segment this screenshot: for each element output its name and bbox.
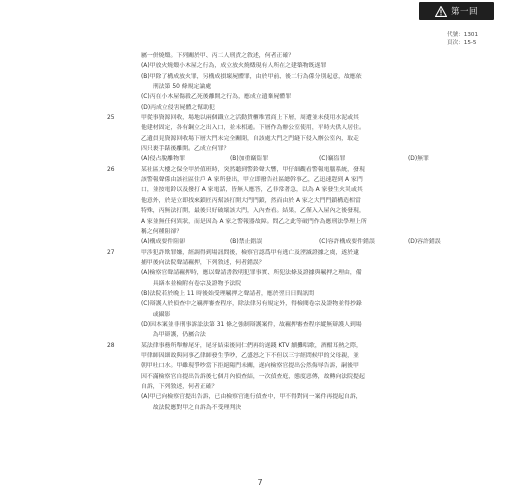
options-row: [141, 154, 497, 164]
session-label: 第一回: [450, 7, 478, 17]
option-d: (D)丙成立侵害屍體之幫助犯: [141, 104, 215, 111]
question-stem-line: 特殊，丙無法打開，最後只好破壞該大門，入內查看。結果，乙僅入入屋內之後發現，: [141, 208, 365, 215]
option-d-cont: 為甲辯護，仍屬合法: [141, 332, 206, 339]
option-c-cont: 或攝影: [141, 311, 171, 318]
question-27: [107, 248, 497, 341]
question-stem-line: 甲涉犯詐欺罪嫌，經調得到場訊問後，檢察官認爲甲有逃亡及湮滅證據之虞，遂於逮: [141, 249, 359, 256]
question-stem-line: 自訴，下列敘述，何者正確？: [141, 384, 218, 390]
options-row: [141, 237, 497, 247]
option-c: (C)竊盜罪: [319, 156, 346, 163]
session-badge: [419, 2, 494, 20]
option-a: (A)檢察官聲請羈押時，應以聲請書敘明犯罪事實、所犯法條及證據與羈押之理由，備: [141, 270, 362, 277]
option-b: (B)法院若於晚上 11 時後始受理羈押之聲請者，應於翌日日間訊問: [141, 290, 315, 297]
option-b: (B)加重竊盜罪: [230, 156, 269, 163]
exam-code-box: [447, 31, 497, 47]
option-a-cont: 具繕本並檢附有卷宗及證物予法院: [141, 280, 242, 287]
exam-code: 代號：1301: [447, 32, 479, 38]
question-stem-line: A 家並無任何異狀，而是因為 A 家之警報器故障。問乙之此等破門作為應刑法學理上所: [141, 218, 367, 225]
option-b-cont: 刑法第 50 條規定論處: [141, 84, 212, 91]
question-stem-line: 稱之何種阻卻？: [141, 228, 183, 235]
option-a-cont: 故法院應對甲之自訴為不受理判決: [141, 404, 242, 411]
question-stem-line: 該警報聲係由該社區住戶 A 家所發出，甲立即撥告社區總幹事乙，乙迅速趕到 A 家門: [141, 177, 363, 184]
option-c: (C)辯護人於偵查中之羈押審查程序，除法律另有規定外，得檢閱卷宗及證物並得抄錄: [141, 301, 362, 308]
question-stem-line: 某社區大樓之保全甲於值班時，突然聽到警鈴聲大響，甲仔細觀看警報電腦系統，發現: [141, 166, 365, 173]
question-content: [107, 51, 497, 413]
question-stem-line: 朝甲吐口水。甲雖現爭吵當下拒絕陽門未關，遂向檢察官提出公然侮辱告訴，嗣後甲: [141, 363, 359, 370]
question-stem-line: 某法律事務所舉辦尾牙，尾牙結束後同仁們再約遂錢 KTV 續攤唱歌，酒酣耳熱之際，: [141, 342, 362, 349]
question-stem-line: 口，並按電鈴以及撥打 A 家電話，皆無人應答，乙非常著急，以為 A 家發生火災或其: [141, 187, 363, 194]
question-stem-line: 甲律師因細故與同事乙律師發生爭吵，乙盛怒之下不但以三字經問候甲的父母親，並: [141, 352, 359, 359]
question-stem-line: 四只裹手錶後離開。乙成立何罪？: [141, 146, 230, 153]
option-a: (A)甲已向檢察官提出告訴，已由檢察官進行偵查中，甲不得對同一案件再提起自訴，: [141, 394, 362, 401]
question-25: [107, 113, 497, 165]
question-stem: 屬一併燒燬。下列關於甲、丙二人刑責之敘述，何者正確？: [141, 53, 295, 59]
question-26: [107, 165, 497, 248]
question-stem-line: 他意外，於是立即找來鎖匠丙幫該打開大門門鎖，然而由於 A 家之大門門鎖構造相當: [141, 197, 361, 204]
question-number: 27: [107, 249, 115, 256]
question-stem-line: 捕甲後向法院聲請羈押，下列敘述，何者錯誤？: [141, 259, 265, 266]
question-number: 26: [107, 166, 115, 173]
question-24-continued: [113, 51, 497, 113]
option-a: (A)構成要件阻卻: [141, 239, 185, 246]
option-b: (B)禁止錯誤: [230, 239, 263, 246]
question-stem-line: 他建材固定，各有鋼立之出入口，並未相通。下層作為辦公室使用，平時夫供人居住。: [141, 125, 365, 132]
option-c: (C)丙在小木屋傷殺乙死後離開之行為，應成立遺棄屍體罪: [141, 94, 292, 101]
question-stem-line: 因不滿檢察官自提出告訴後七個月內偵查結，一次偵查庭，態度惡傳，故轉向法院提起: [141, 373, 365, 380]
option-a: (A)侵占脫離物罪: [141, 156, 185, 163]
page-count: 頁次：15-5: [447, 40, 477, 46]
option-b: (B)甲除了構成放火罪，另構成損壞屍體罪，由於甲前、後二行為係分別起意，故應依: [141, 73, 362, 80]
option-d: (D)容許錯誤: [408, 239, 441, 246]
page-number: 7: [257, 478, 263, 487]
question-number: 25: [107, 115, 115, 122]
question-stem-line: 甲從事資源回收，場地以兩個鐵立之活動貨櫃堆置商上下層，周遭並未使用水泥或其: [141, 115, 359, 122]
option-d: (D)無罪: [408, 156, 429, 163]
question-stem-line: 乙遺員見資源回收場下層大門未完全關閉，自該處大門之門縫下侵入辦公室內，取走: [141, 135, 359, 142]
option-c: (C)容許構成要件錯誤: [319, 239, 375, 246]
option-d: (D)因本案並非刑事訴訟法第 31 條之強制辯護案件，故羈押審查程序縱無辯護人到場: [141, 321, 362, 328]
warning-icon: [435, 6, 447, 17]
question-number: 28: [107, 342, 115, 349]
question-28: [107, 341, 497, 413]
option-a: (A)甲放火燒燬小木屋之行為，成立放火燒燬現有人所在之建築物既遂罪: [141, 63, 327, 70]
